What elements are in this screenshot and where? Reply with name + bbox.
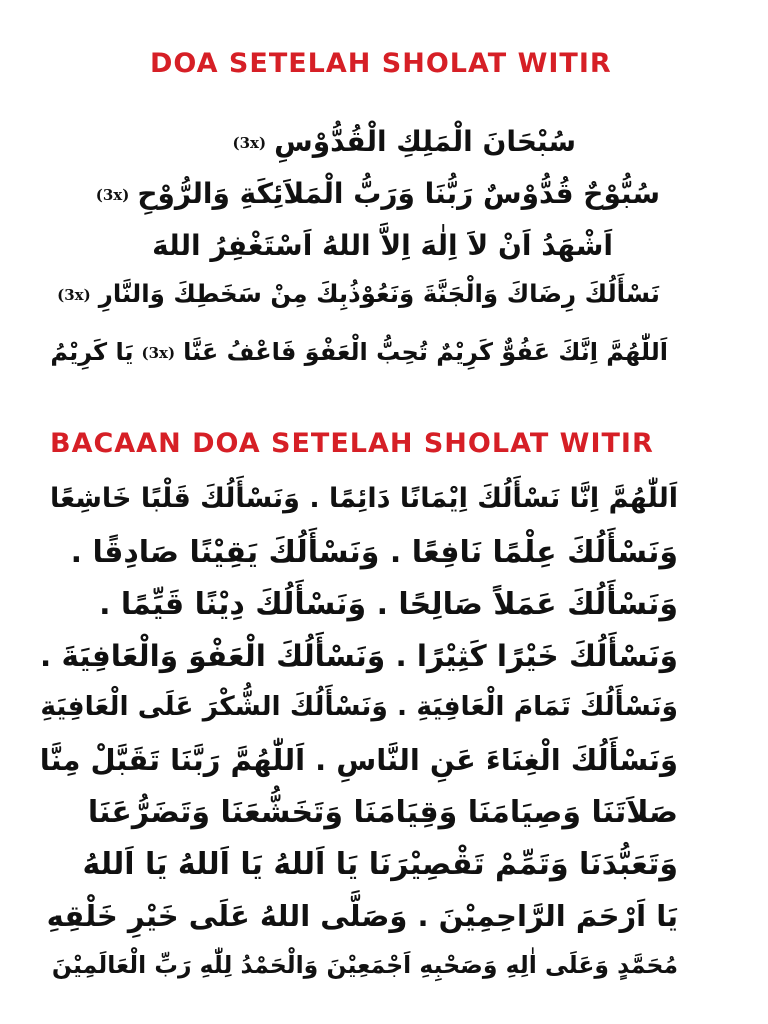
arabic-text: سُبُّوْحٌ قُدُّوْسٌ رَبُّنَا وَرَبُّ الْمَلاَئِكَةِ وَالرُّوْحِ — [137, 177, 660, 210]
arabic-line: وَنَسْأَلُكَ عِلْمًا نَافِعًا . وَنَسْأَلُكَ يَقِيْنًا صَادِقًا . — [70, 535, 678, 570]
repeat-marker: (3x) — [141, 343, 176, 362]
arabic-line — [88, 177, 660, 210]
repeat-marker: (3x) — [57, 285, 91, 304]
arabic-text: سُبْحَانَ الْمَلِكِ الْقُدُّوْسِ — [274, 125, 576, 158]
arabic-line: وَنَسْأَلُكَ عَمَلاً صَالِحًا . وَنَسْأَلُكَ دِيْنًا قَيِّمًا . — [99, 587, 678, 622]
repeat-marker: (3x) — [232, 133, 267, 152]
arabic-line: يَا اَرْحَمَ الرَّاحِمِيْنَ . وَصَلَّى اللهُ عَلَى خَيْرِ خَلْقِهِ — [46, 899, 678, 933]
arabic-suffix: يَا كَرِيْمُ — [50, 338, 134, 366]
arabic-line — [225, 125, 577, 158]
arabic-line: وَتَعَبُّدَنَا وَتَمِّمْ تَقْصِيْرَنَا يَا اَللهُ يَا اَللهُ يَا اَللهُ — [82, 847, 678, 882]
arabic-line: وَنَسْأَلُكَ خَيْرًا كَثِيْرًا . وَنَسْأَلُكَ الْعَفْوَ وَالْعَافِيَةَ . — [40, 639, 678, 673]
arabic-line: اَللّٰهُمَّ اِنَّا نَسْأَلُكَ اِيْمَانًا دَائِمًا . وَنَسْأَلُكَ قَلْبًا خَاشِعًا — [49, 483, 678, 514]
arabic-line: صَلاَتَنَا وَصِيَامَنَا وَقِيَامَنَا وَتَخَشُّعَنَا وَتَضَرُّعَنَا — [87, 795, 678, 830]
arabic-line — [49, 279, 660, 308]
arabic-text: اَللّٰهُمَّ اِنَّكَ عَفُوٌّ كَرِيْمٌ تُحِبُّ الْعَفْوَ فَاعْفُ عَنَّا — [183, 338, 668, 366]
arabic-text: اَشْهَدُ اَنْ لاَ اِلٰهَ اِلاَّ اللهُ اَسْتَغْفِرُ اللهَ — [152, 229, 613, 262]
arabic-line: وَنَسْأَلُكَ الْغِنَاءَ عَنِ النَّاسِ . اَللّٰهُمَّ رَبَّنَا تَقَبَّلْ مِنَّا — [39, 743, 678, 777]
repeat-marker: (3x) — [95, 185, 130, 204]
arabic-line — [152, 229, 613, 262]
heading-doa-setelah-sholat-witir: DOA SETELAH SHOLAT WITIR — [150, 48, 612, 79]
heading-bacaan-doa-setelah-sholat-witir: BACAAN DOA SETELAH SHOLAT WITIR — [50, 428, 654, 459]
arabic-line — [50, 340, 668, 364]
arabic-line: وَنَسْأَلُكَ تَمَامَ الْعَافِيَةِ . وَنَسْأَلُكَ الشُّكْرَ عَلَى الْعَافِيَةِ — [40, 691, 678, 722]
arabic-line: مُحَمَّدٍ وَعَلَى اٰلِهِ وَصَحْبِهِ اَجْمَعِيْنَ وَالْحَمْدُ لِلّٰهِ رَبِّ الْعَالَمِيْنَ — [51, 951, 678, 979]
arabic-text: نَسْأَلُكَ رِضَاكَ وَالْجَنَّةَ وَنَعُوْذُبِكَ مِنْ سَخَطِكَ وَالنَّارِ — [98, 279, 660, 308]
